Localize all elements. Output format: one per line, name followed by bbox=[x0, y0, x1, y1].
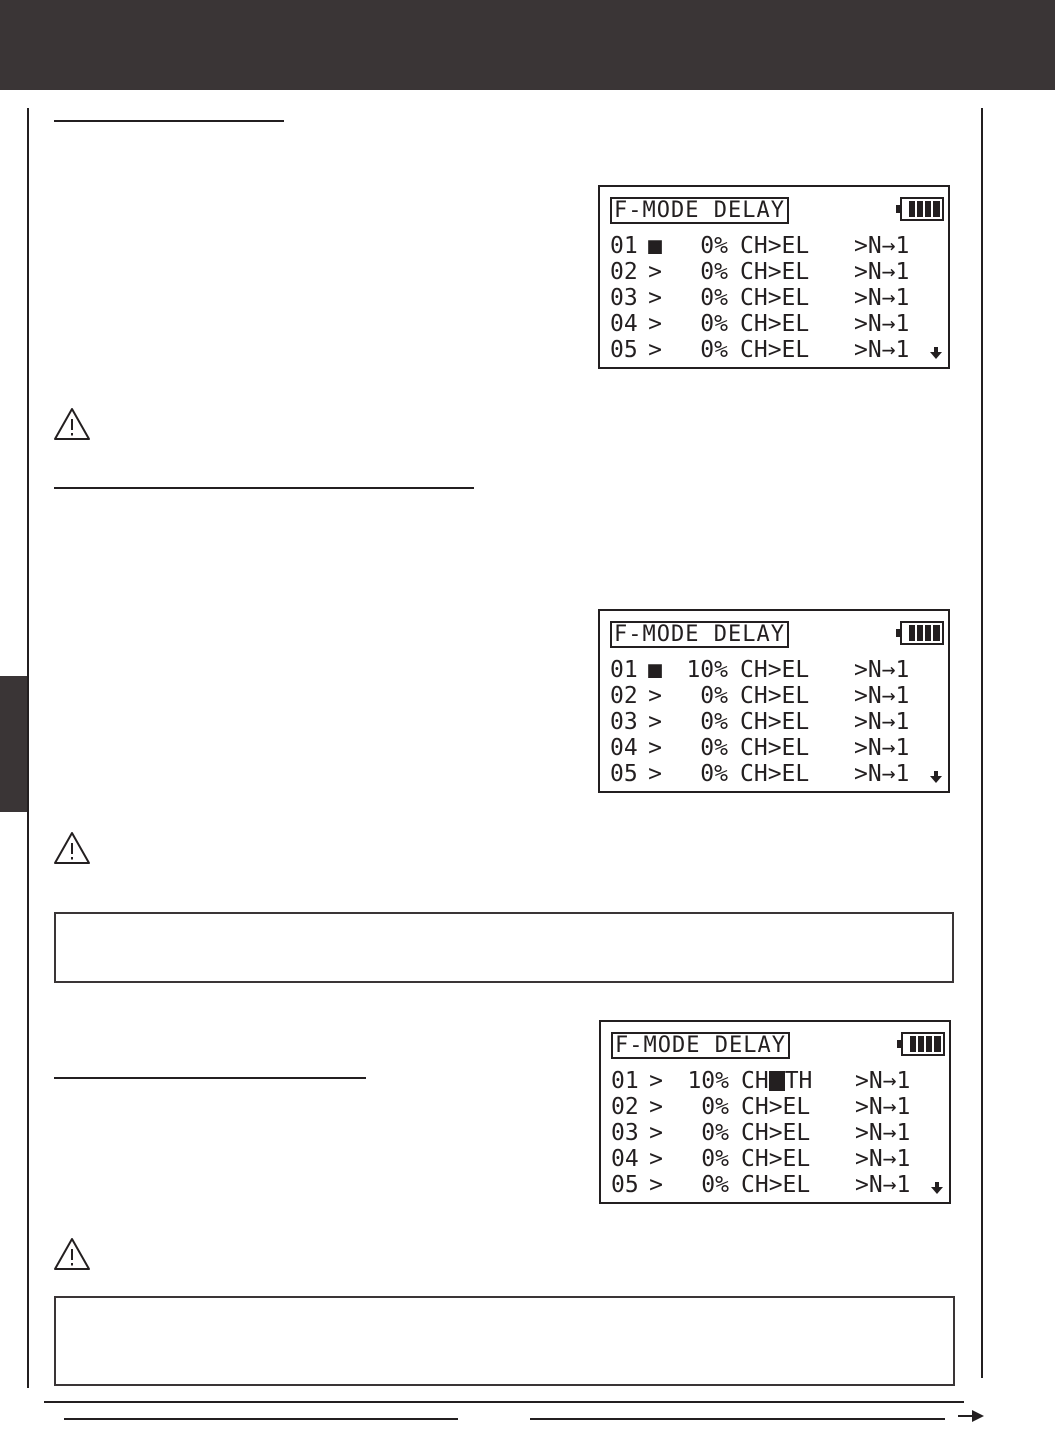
row-cursor: > bbox=[648, 337, 662, 363]
row-cursor: > bbox=[649, 1094, 663, 1120]
row-cursor: > bbox=[648, 311, 662, 337]
lcd-row bbox=[610, 683, 910, 709]
delay-percent: 0% bbox=[700, 233, 728, 259]
lcd-row bbox=[610, 709, 910, 735]
row-number: 04 bbox=[610, 311, 638, 337]
lcd-row bbox=[610, 233, 910, 259]
delay-percent: 0% bbox=[701, 1146, 729, 1172]
lcd-screen-3 bbox=[599, 1020, 951, 1204]
lcd-row bbox=[611, 1120, 911, 1146]
switch-transition: >N→1 bbox=[854, 709, 910, 735]
channel: CH>EL bbox=[741, 1146, 811, 1172]
channel: CH>EL bbox=[740, 683, 810, 709]
lcd-row bbox=[610, 311, 910, 337]
channel: CH>EL bbox=[741, 1172, 811, 1198]
row-number: 05 bbox=[611, 1172, 639, 1198]
row-number: 01 bbox=[611, 1068, 639, 1094]
channel bbox=[741, 1068, 812, 1094]
lcd-row bbox=[610, 735, 910, 761]
warning-icon bbox=[52, 830, 92, 866]
battery-icon bbox=[897, 1032, 945, 1056]
delay-percent: 0% bbox=[700, 259, 728, 285]
channel: CH>EL bbox=[740, 761, 810, 787]
lcd-title: F-MODE DELAY bbox=[611, 1032, 790, 1059]
down-arrow-icon bbox=[930, 347, 942, 359]
row-number: 02 bbox=[610, 259, 638, 285]
heading-underline-2 bbox=[54, 487, 474, 489]
delay-percent: 10% bbox=[687, 1068, 729, 1094]
lcd-title: F-MODE DELAY bbox=[610, 197, 789, 224]
row-cursor: ■ bbox=[648, 233, 662, 259]
footer-rule-left bbox=[64, 1418, 458, 1420]
channel: CH>EL bbox=[740, 259, 810, 285]
switch-transition: >N→1 bbox=[854, 735, 910, 761]
heading-underline-3 bbox=[54, 1077, 366, 1079]
switch-transition: >N→1 bbox=[854, 657, 910, 683]
page-header-bar bbox=[0, 0, 1055, 90]
warning-icon bbox=[52, 406, 92, 442]
lcd-screen-2 bbox=[598, 609, 950, 793]
warning-icon bbox=[52, 1236, 92, 1272]
lcd-row bbox=[610, 657, 910, 683]
row-number: 03 bbox=[610, 285, 638, 311]
delay-percent: 0% bbox=[700, 285, 728, 311]
switch-transition: >N→1 bbox=[855, 1172, 911, 1198]
down-arrow-icon bbox=[931, 1182, 943, 1194]
lcd-row bbox=[611, 1172, 911, 1198]
right-margin-line bbox=[981, 108, 983, 1378]
battery-icon bbox=[896, 197, 944, 221]
row-number: 01 bbox=[610, 657, 638, 683]
channel: CH>EL bbox=[740, 285, 810, 311]
note-box bbox=[54, 912, 954, 983]
next-page-arrow-icon[interactable] bbox=[958, 1409, 984, 1423]
footer-rule-top bbox=[44, 1401, 964, 1403]
delay-percent: 0% bbox=[700, 761, 728, 787]
note-box bbox=[54, 1296, 955, 1386]
left-margin-line bbox=[27, 108, 29, 1388]
switch-transition: >N→1 bbox=[854, 761, 910, 787]
delay-percent: 0% bbox=[700, 683, 728, 709]
switch-transition: >N→1 bbox=[854, 233, 910, 259]
row-number: 02 bbox=[611, 1094, 639, 1120]
row-cursor: > bbox=[649, 1172, 663, 1198]
channel: CH>EL bbox=[740, 311, 810, 337]
switch-transition: >N→1 bbox=[854, 311, 910, 337]
channel: CH>EL bbox=[740, 709, 810, 735]
row-number: 04 bbox=[610, 735, 638, 761]
lcd-row bbox=[611, 1146, 911, 1172]
row-cursor: > bbox=[648, 709, 662, 735]
row-number: 01 bbox=[610, 233, 638, 259]
row-cursor: > bbox=[648, 735, 662, 761]
lcd-row bbox=[611, 1094, 911, 1120]
row-cursor: > bbox=[649, 1146, 663, 1172]
channel-prefix: CH bbox=[741, 1068, 769, 1094]
lcd-row bbox=[610, 761, 910, 787]
delay-percent: 0% bbox=[700, 311, 728, 337]
row-number: 02 bbox=[610, 683, 638, 709]
channel-target: TH bbox=[784, 1068, 813, 1094]
row-cursor: ■ bbox=[648, 657, 662, 683]
delay-percent: 0% bbox=[700, 709, 728, 735]
row-number: 05 bbox=[610, 761, 638, 787]
delay-percent: 0% bbox=[700, 735, 728, 761]
channel: CH>EL bbox=[740, 233, 810, 259]
channel: CH>EL bbox=[740, 735, 810, 761]
switch-transition: >N→1 bbox=[854, 683, 910, 709]
switch-transition: >N→1 bbox=[855, 1146, 911, 1172]
row-number: 04 bbox=[611, 1146, 639, 1172]
row-cursor: > bbox=[649, 1120, 663, 1146]
row-number: 05 bbox=[610, 337, 638, 363]
row-cursor: > bbox=[648, 761, 662, 787]
row-cursor: > bbox=[648, 683, 662, 709]
delay-percent: 0% bbox=[701, 1120, 729, 1146]
channel: CH>EL bbox=[740, 337, 810, 363]
lcd-row bbox=[610, 285, 910, 311]
row-number: 03 bbox=[611, 1120, 639, 1146]
section-side-tab bbox=[0, 676, 27, 812]
delay-percent: 0% bbox=[701, 1094, 729, 1120]
lcd-title: F-MODE DELAY bbox=[610, 621, 789, 648]
channel: CH>EL bbox=[741, 1094, 811, 1120]
delay-percent: 0% bbox=[701, 1172, 729, 1198]
channel: CH>EL bbox=[741, 1120, 811, 1146]
lcd-row bbox=[610, 337, 910, 363]
switch-transition: >N→1 bbox=[855, 1094, 911, 1120]
delay-percent: 0% bbox=[700, 337, 728, 363]
lcd-screen-1 bbox=[598, 185, 950, 369]
edit-cursor bbox=[769, 1071, 785, 1091]
switch-transition: >N→1 bbox=[854, 285, 910, 311]
channel: CH>EL bbox=[740, 657, 810, 683]
lcd-row bbox=[611, 1068, 911, 1094]
down-arrow-icon bbox=[930, 771, 942, 783]
delay-percent: 10% bbox=[686, 657, 728, 683]
heading-underline-1 bbox=[54, 120, 284, 122]
row-number: 03 bbox=[610, 709, 638, 735]
row-cursor: > bbox=[649, 1068, 663, 1094]
switch-transition: >N→1 bbox=[854, 337, 910, 363]
switch-transition: >N→1 bbox=[855, 1120, 911, 1146]
switch-transition: >N→1 bbox=[854, 259, 910, 285]
switch-transition: >N→1 bbox=[855, 1068, 911, 1094]
row-cursor: > bbox=[648, 259, 662, 285]
footer-rule-right bbox=[530, 1418, 945, 1420]
lcd-row bbox=[610, 259, 910, 285]
battery-icon bbox=[896, 621, 944, 645]
row-cursor: > bbox=[648, 285, 662, 311]
